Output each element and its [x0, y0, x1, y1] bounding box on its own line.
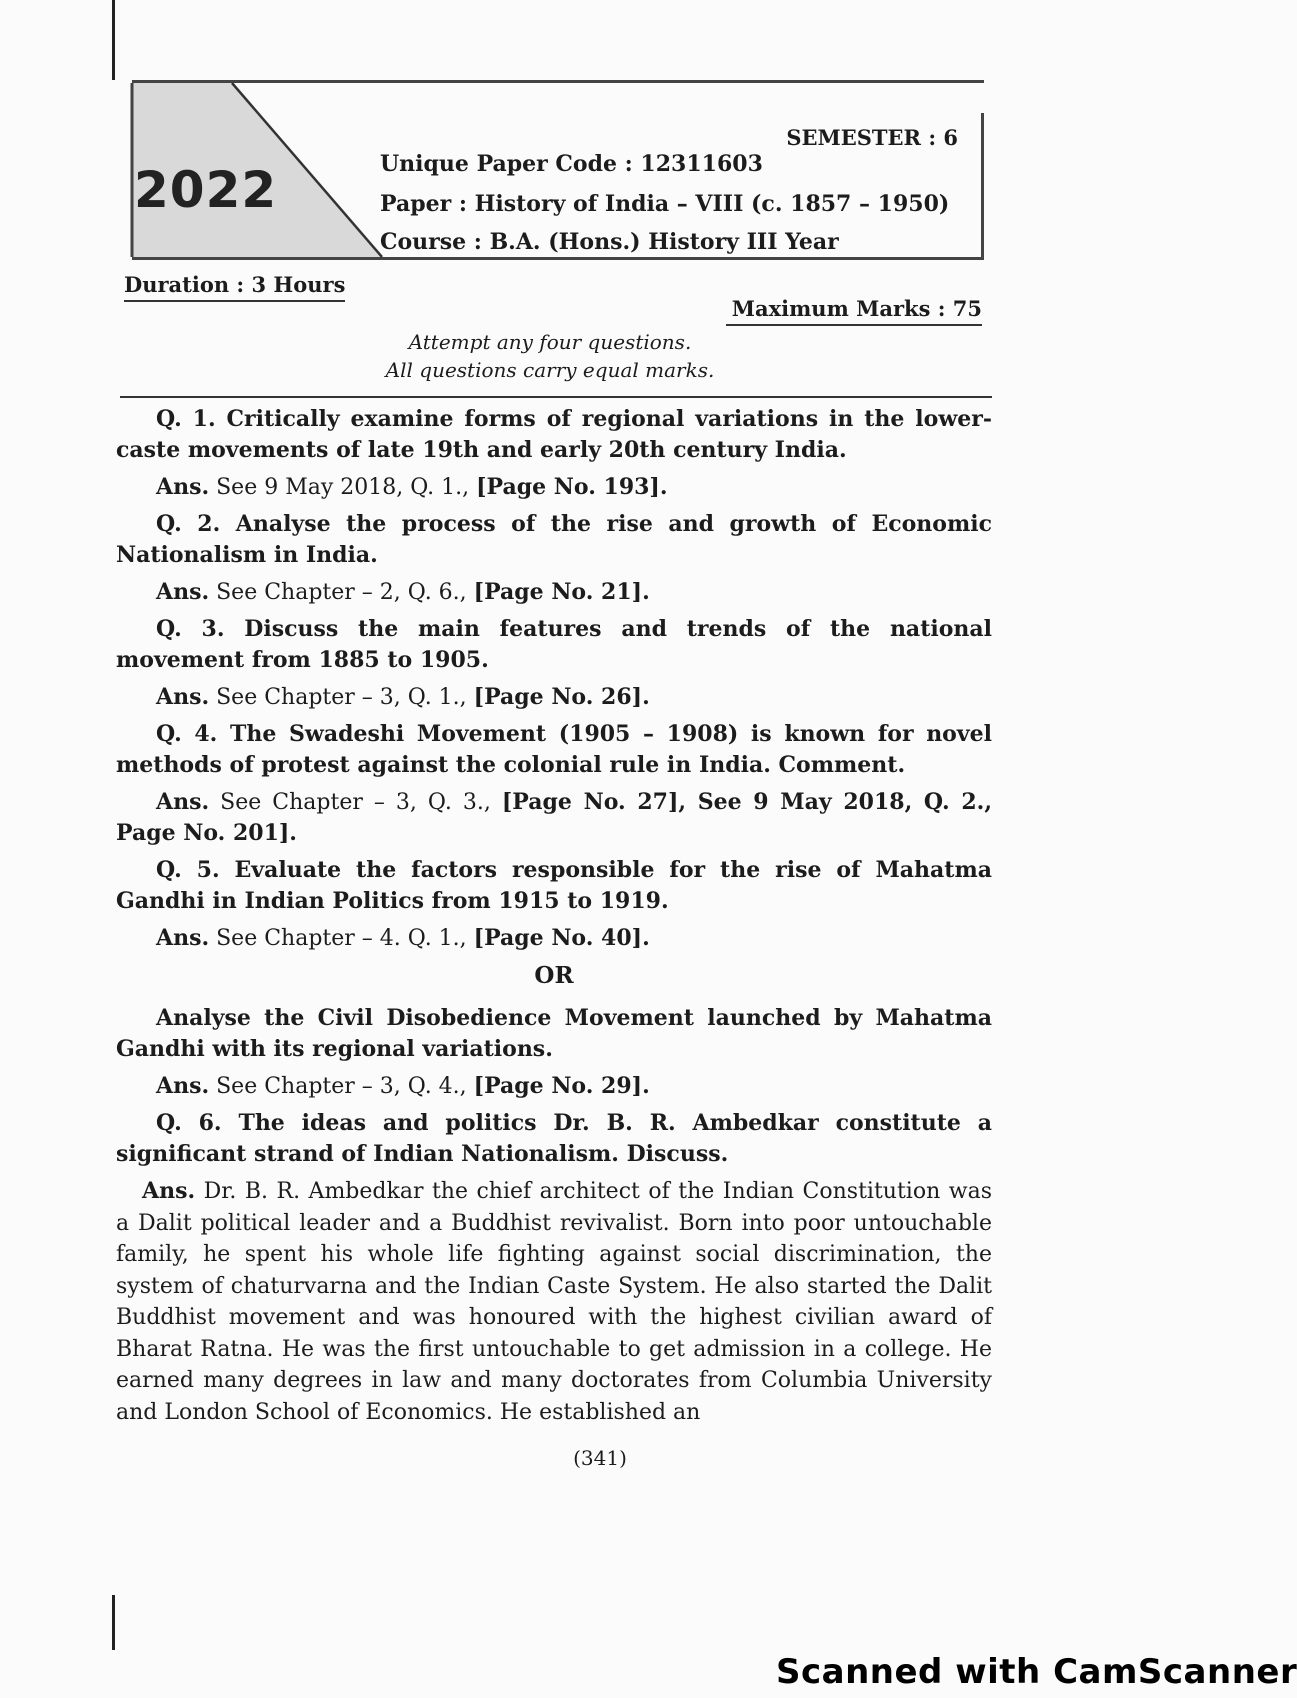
answer-reference: [Page No. 26]. — [473, 684, 650, 710]
header-box-right-border — [981, 113, 984, 258]
answer-text: See Chapter – 3, Q. 4., — [209, 1074, 474, 1099]
answer-label: Ans. — [156, 474, 210, 500]
instruction-line-1: Attempt any four questions. — [408, 330, 692, 354]
answer-5 — [116, 923, 992, 954]
answer-label: Ans. — [156, 925, 210, 951]
answer-text: See Chapter – 3, Q. 3., — [209, 790, 502, 815]
answer-text: See Chapter – 3, Q. 1., — [209, 685, 474, 710]
header-divider — [120, 396, 992, 398]
answer-6 — [116, 1176, 992, 1428]
answer-reference: [Page No. 29]. — [473, 1073, 650, 1099]
question-6: Q. 6. The ideas and politics Dr. B. R. Ambedkar constitute a significant strand of Indian Nationalism. Discuss. — [116, 1110, 992, 1167]
answer-reference: [Page No. 27], See 9 May 2018, Q. 2., Page No. 201]. — [116, 789, 992, 846]
answer-text: See Chapter – 4. Q. 1., — [209, 926, 474, 951]
paper-title: Paper : History of India – VIII (c. 1857 – 1950) — [380, 191, 950, 217]
year-panel — [132, 83, 382, 257]
answer-4 — [116, 787, 992, 849]
semester-label: SEMESTER : 6 — [786, 125, 958, 150]
answer-label: Ans. — [156, 1073, 210, 1099]
question-3: Q. 3. Discuss the main features and trends of the national movement from 1885 to 1905. — [116, 616, 992, 673]
paper-code: Unique Paper Code : 12311603 — [380, 151, 763, 177]
question-1: Q. 1. Critically examine forms of regional variations in the lower-caste movements of late 19th and early 20th century India. — [116, 406, 992, 463]
answer-reference: [Page No. 193]. — [476, 474, 668, 500]
answer-label: Ans. — [156, 579, 210, 605]
question-5: Q. 5. Evaluate the factors responsible for the rise of Mahatma Gandhi in Indian Politics from 1915 to 1919. — [116, 857, 992, 914]
answer-reference: [Page No. 21]. — [473, 579, 650, 605]
answer-label: Ans. — [156, 684, 210, 710]
page-edge-top — [112, 0, 115, 80]
scanner-watermark: Scanned with CamScanner — [776, 1652, 1297, 1692]
page-edge-bottom — [112, 1595, 115, 1650]
duration: Duration : 3 Hours — [124, 272, 345, 302]
answer-2 — [116, 577, 992, 608]
maximum-marks: Maximum Marks : 75 — [726, 296, 982, 326]
answer-text: Dr. B. R. Ambedkar the chief architect of the Indian Constitution was a Dalit political leader and a Buddhist revivalist. Born into poor untouchable family, he spent his whole life fighting against social discrimination, the system of chaturvarna and the Indian Caste System. He also started the Dalit Buddhist movement and was honoured with the highest civilian award of Bharat Ratna. He was the first untouchable to get admission in a college. He earned many degrees in law and many doctorates from Columbia University and London School of Economics. He established an — [116, 1179, 992, 1425]
instruction-line-2: All questions carry equal marks. — [385, 358, 715, 382]
page-number: (341) — [573, 1446, 627, 1470]
question-5-alternative: Analyse the Civil Disobedience Movement launched by Mahatma Gandhi with its regional variations. — [116, 1005, 992, 1062]
question-2: Q. 2. Analyse the process of the rise and growth of Economic Nationalism in India. — [116, 511, 992, 568]
answer-3 — [116, 682, 992, 713]
course-name: Course : B.A. (Hons.) History III Year — [380, 229, 839, 255]
instructions — [120, 328, 980, 384]
answer-text: See 9 May 2018, Q. 1., — [209, 475, 477, 500]
answer-label: Ans. — [142, 1178, 196, 1204]
exam-year: 2022 — [134, 161, 278, 219]
or-separator: OR — [534, 962, 574, 989]
answer-label: Ans. — [156, 789, 210, 815]
answer-5-alternative — [116, 1071, 992, 1102]
answer-1 — [116, 472, 992, 503]
answer-text: See Chapter – 2, Q. 6., — [209, 580, 474, 605]
questions-section — [116, 404, 992, 1428]
answer-reference: [Page No. 40]. — [473, 925, 650, 951]
question-4: Q. 4. The Swadeshi Movement (1905 – 1908) is known for novel methods of protest against the colonial rule in India. Comment. — [116, 721, 992, 778]
paper-header-box — [132, 80, 984, 260]
